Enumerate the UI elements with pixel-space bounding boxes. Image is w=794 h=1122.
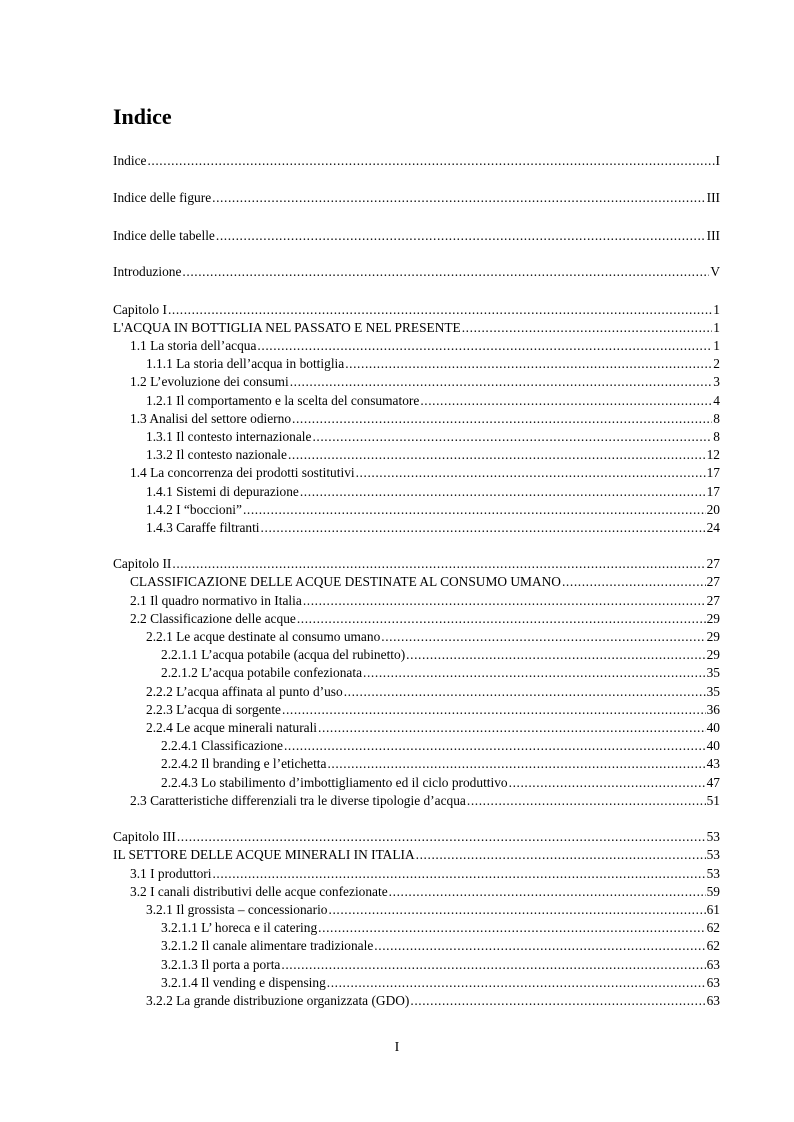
toc-entry-title: 1.3.2 Il contesto nazionale xyxy=(146,447,287,462)
toc-leader-dots xyxy=(374,937,705,955)
toc-entry-title: 2.2 Classificazione delle acque xyxy=(130,611,296,626)
toc-entry xyxy=(113,883,720,901)
toc-entry xyxy=(113,701,720,719)
toc-entry-page: III xyxy=(706,190,720,205)
toc-entry xyxy=(113,974,720,992)
toc-entry-page: 29 xyxy=(706,629,720,644)
toc-leader-dots xyxy=(243,501,706,519)
toc-entry xyxy=(113,446,720,464)
toc-entry-page: III xyxy=(706,228,720,243)
toc-leader-dots xyxy=(212,865,705,883)
toc-leader-dots xyxy=(344,683,706,701)
toc-entry-page: 8 xyxy=(713,411,720,426)
toc-leader-dots xyxy=(288,446,706,464)
toc-entry-page: 27 xyxy=(706,556,720,571)
toc-entry xyxy=(113,846,720,864)
toc-entry-title: 3.1 I produttori xyxy=(130,866,212,881)
toc-entry-page: 29 xyxy=(706,647,720,662)
toc-leader-dots xyxy=(172,555,705,573)
toc-entry xyxy=(113,992,720,1010)
toc-entry-title: 2.2.1.2 L’acqua potabile confezionata xyxy=(161,665,363,680)
toc-entry-title: 3.2.1.3 Il porta a porta xyxy=(161,957,281,972)
toc-leader-dots xyxy=(312,428,712,446)
toc-leader-dots xyxy=(257,337,712,355)
toc-entry-title: 2.2.3 L’acqua di sorgente xyxy=(146,702,281,717)
toc-entry xyxy=(113,956,720,974)
toc-entry xyxy=(113,573,720,591)
toc-entry-page: 24 xyxy=(706,520,720,535)
toc-leader-dots xyxy=(147,152,714,170)
toc-entry-title: 2.1 Il quadro normativo in Italia xyxy=(130,593,302,608)
page-number: I xyxy=(394,1040,400,1055)
toc-entry-title: 2.2.4.3 Lo stabilimento d’imbottigliamento ed il ciclo produttivo xyxy=(161,775,508,790)
toc-leader-dots xyxy=(462,319,713,337)
toc-leader-dots xyxy=(261,519,706,537)
toc-leader-dots xyxy=(406,646,705,664)
toc-leader-dots xyxy=(329,901,706,919)
toc-entry-title: Indice xyxy=(113,153,147,168)
toc-leader-dots xyxy=(318,719,706,737)
toc-leader-dots xyxy=(212,189,705,207)
toc-entry-title: 1.4 La concorrenza dei prodotti sostitutivi xyxy=(130,465,355,480)
toc-entry xyxy=(113,189,720,207)
toc-leader-dots xyxy=(290,373,713,391)
toc-entry-title: 3.2.1.4 Il vending e dispensing xyxy=(161,975,326,990)
toc-entry-title: Introduzione xyxy=(113,264,182,279)
toc-entry xyxy=(113,319,720,337)
toc-entry-page: 62 xyxy=(706,920,720,935)
toc-leader-dots xyxy=(177,828,706,846)
toc-leader-dots xyxy=(363,664,706,682)
toc-leader-dots xyxy=(318,919,705,937)
toc-entry-page: 35 xyxy=(706,665,720,680)
toc-leader-dots xyxy=(381,628,705,646)
toc-entry xyxy=(113,865,720,883)
toc-entry-title: 1.2 L’evoluzione dei consumi xyxy=(130,374,289,389)
toc-entry-page: 3 xyxy=(713,374,720,389)
toc-entry xyxy=(113,501,720,519)
toc-entry xyxy=(113,227,720,245)
toc-leader-dots xyxy=(297,610,706,628)
toc-entry xyxy=(113,373,720,391)
toc-entry-title: 3.2.1.1 L’ horeca e il catering xyxy=(161,920,318,935)
toc-entry xyxy=(113,519,720,537)
toc-entry xyxy=(113,628,720,646)
toc-entry-title: L'ACQUA IN BOTTIGLIA NEL PASSATO E NEL PRESENTE xyxy=(113,320,461,335)
toc-entry-title: 1.4.2 I “boccioni” xyxy=(146,502,242,517)
toc-entry-page: I xyxy=(715,153,720,168)
toc-entry xyxy=(113,610,720,628)
toc-entry-title: 2.2.4.2 Il branding e l’etichetta xyxy=(161,756,327,771)
toc-entry xyxy=(113,774,720,792)
toc-entry-page: 36 xyxy=(706,702,720,717)
toc-entry-page: 1 xyxy=(713,320,720,335)
toc-entry-page: 8 xyxy=(713,429,720,444)
toc-entry-title: 1.1 La storia dell’acqua xyxy=(130,338,257,353)
toc-entry-title: Capitolo II xyxy=(113,556,172,571)
toc-entry xyxy=(113,483,720,501)
toc-entry-page: 1 xyxy=(713,302,720,317)
toc-leader-dots xyxy=(327,974,706,992)
toc-entry xyxy=(113,355,720,373)
toc-entry xyxy=(113,719,720,737)
toc-entry-title: 2.2.4.1 Classificazione xyxy=(161,738,283,753)
toc-entry-title: 1.2.1 Il comportamento e la scelta del consumatore xyxy=(146,393,420,408)
toc-entry-page: 53 xyxy=(706,866,720,881)
toc-leader-dots xyxy=(327,755,705,773)
toc-entry xyxy=(113,392,720,410)
toc-entry xyxy=(113,263,720,281)
toc-entry-title: 1.3.1 Il contesto internazionale xyxy=(146,429,312,444)
toc-entry-page: 40 xyxy=(706,738,720,753)
toc-entry xyxy=(113,737,720,755)
toc-entry-title: 2.3 Caratteristiche differenziali tra le diverse tipologie d’acqua xyxy=(130,793,466,808)
toc-entry xyxy=(113,410,720,428)
toc-entry-title: Indice delle tabelle xyxy=(113,228,215,243)
toc-entry-title: 3.2.2 La grande distribuzione organizzata (GDO) xyxy=(146,993,410,1008)
toc-entry-page: 17 xyxy=(706,484,720,499)
toc-leader-dots xyxy=(168,301,712,319)
toc-entry-title: 2.2.4 Le acque minerali naturali xyxy=(146,720,318,735)
toc-entry-page: 63 xyxy=(706,957,720,972)
toc-entry-page: 40 xyxy=(706,720,720,735)
toc-entry xyxy=(113,464,720,482)
toc-entry-title: 1.4.3 Caraffe filtranti xyxy=(146,520,260,535)
toc-entry-page: 27 xyxy=(706,574,720,589)
toc-entry-page: 4 xyxy=(713,393,720,408)
toc-entry xyxy=(113,755,720,773)
toc-entry-title: 1.4.1 Sistemi di depurazione xyxy=(146,484,299,499)
toc-entry xyxy=(113,337,720,355)
toc-leader-dots xyxy=(356,464,706,482)
toc-entry-page: 62 xyxy=(706,938,720,953)
toc-entry-title: Indice delle figure xyxy=(113,190,212,205)
toc-leader-dots xyxy=(509,774,706,792)
toc-leader-dots xyxy=(303,592,706,610)
toc-leader-dots xyxy=(416,846,706,864)
toc-entry-page: 2 xyxy=(713,356,720,371)
toc-entry xyxy=(113,792,720,810)
toc-entry xyxy=(113,555,720,573)
toc-entry-title: 3.2.1 Il grossista – concessionario xyxy=(146,902,328,917)
toc-entry-title: 2.2.1.1 L’acqua potabile (acqua del rubinetto) xyxy=(161,647,406,662)
toc-leader-dots xyxy=(562,573,706,591)
toc-entry xyxy=(113,152,720,170)
toc-entry xyxy=(113,592,720,610)
toc-entry-title: 2.2.1 Le acque destinate al consumo umano xyxy=(146,629,381,644)
toc-leader-dots xyxy=(281,956,705,974)
toc-entry-page: V xyxy=(710,264,720,279)
toc-leader-dots xyxy=(282,701,706,719)
toc-leader-dots xyxy=(216,227,706,245)
toc-entry-page: 43 xyxy=(706,756,720,771)
toc-entry-title: Capitolo III xyxy=(113,829,176,844)
toc-entry-title: 1.1.1 La storia dell’acqua in bottiglia xyxy=(146,356,345,371)
toc-leader-dots xyxy=(300,483,706,501)
toc-entry-title: 3.2.1.2 Il canale alimentare tradizionale xyxy=(161,938,374,953)
toc-entry xyxy=(113,901,720,919)
toc-leader-dots xyxy=(389,883,706,901)
toc-leader-dots xyxy=(345,355,712,373)
toc-leader-dots xyxy=(420,392,712,410)
toc-entry-title: 1.3 Analisi del settore odierno xyxy=(130,411,292,426)
toc-leader-dots xyxy=(292,410,712,428)
toc-entry-page: 61 xyxy=(706,902,720,917)
toc-entry-page: 1 xyxy=(713,338,720,353)
toc-entry-page: 59 xyxy=(706,884,720,899)
page-title: Indice xyxy=(113,104,172,129)
toc-entry xyxy=(113,828,720,846)
toc-leader-dots xyxy=(410,992,705,1010)
toc-entry xyxy=(113,937,720,955)
toc-entry-title: 3.2 I canali distributivi delle acque confezionate xyxy=(130,884,388,899)
toc-entry-page: 27 xyxy=(706,593,720,608)
toc-entry xyxy=(113,428,720,446)
toc-entry-title: IL SETTORE DELLE ACQUE MINERALI IN ITALIA xyxy=(113,847,415,862)
toc-entry-page: 53 xyxy=(706,847,720,862)
toc-entry-page: 20 xyxy=(706,502,720,517)
toc-leader-dots xyxy=(182,263,709,281)
toc-entry-title: CLASSIFICAZIONE DELLE ACQUE DESTINATE AL CONSUMO UMANO xyxy=(130,574,561,589)
toc-entry xyxy=(113,683,720,701)
toc-leader-dots xyxy=(467,792,706,810)
toc-entry-title: 2.2.2 L’acqua affinata al punto d’uso xyxy=(146,684,343,699)
toc-entry xyxy=(113,919,720,937)
toc-entry xyxy=(113,646,720,664)
toc-leader-dots xyxy=(284,737,706,755)
toc-entry-page: 63 xyxy=(706,993,720,1008)
toc-entry-page: 47 xyxy=(706,775,720,790)
toc-entry-page: 53 xyxy=(706,829,720,844)
toc-entry xyxy=(113,664,720,682)
toc-entry xyxy=(113,301,720,319)
toc-entry-page: 51 xyxy=(706,793,720,808)
toc-entry-page: 12 xyxy=(706,447,720,462)
toc-entry-page: 29 xyxy=(706,611,720,626)
toc-entry-page: 63 xyxy=(706,975,720,990)
toc-entry-page: 17 xyxy=(706,465,720,480)
toc-entry-page: 35 xyxy=(706,684,720,699)
toc-entry-title: Capitolo I xyxy=(113,302,167,317)
